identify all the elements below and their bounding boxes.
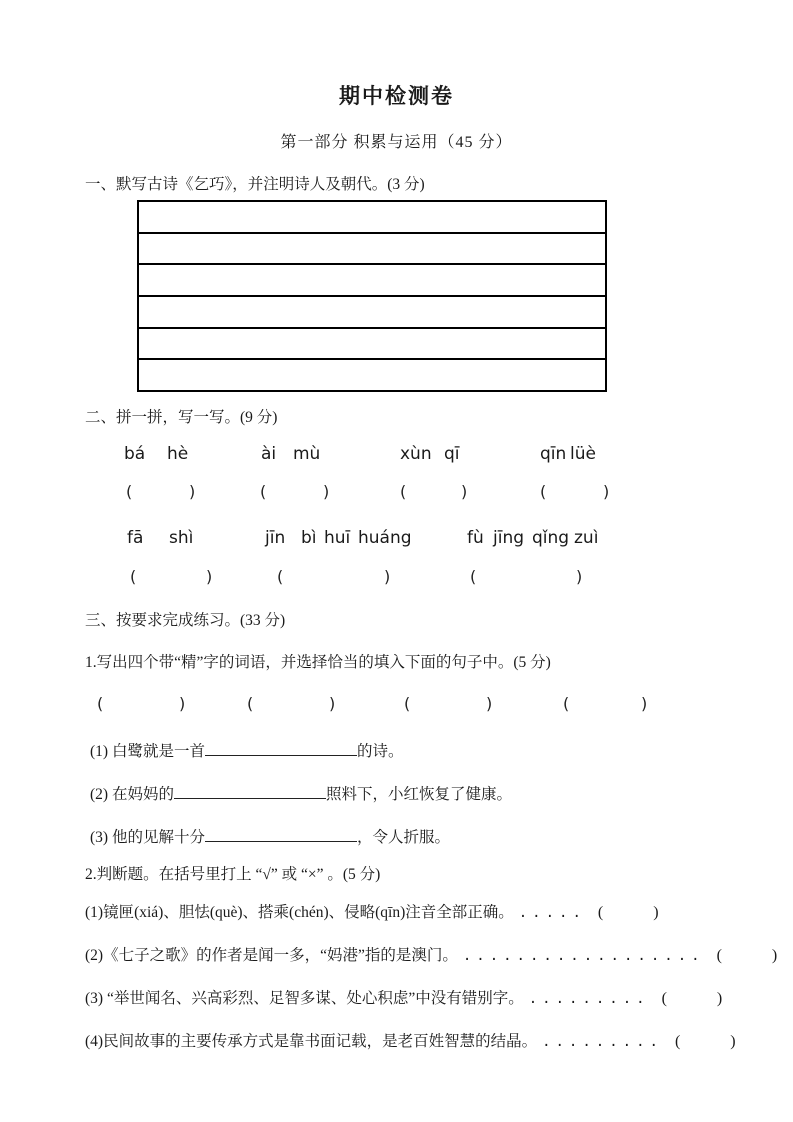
poem-answer-line (139, 360, 605, 390)
q1-prompt: 1.写出四个带“精”字的词语，并选择恰当的填入下面的句子中。(5 分) (85, 654, 551, 671)
fill-in-blank (205, 740, 357, 756)
close-paren: ) (189, 482, 196, 501)
page-title: 期中检测卷 (339, 84, 454, 108)
close-paren: ) (576, 567, 583, 586)
close-paren: ) (641, 694, 648, 713)
sentence-text-before: (3) 他的见解十分 (90, 829, 205, 846)
poem-answer-line (139, 329, 605, 361)
open-paren: ( (260, 482, 267, 501)
answer-paren-row-2 (0, 567, 793, 589)
pinyin-syllable: bì (301, 528, 317, 548)
q1-word-paren-row (0, 694, 793, 716)
q2-prompt: 2.判断题。在括号里打上 “√” 或 “×” 。(5 分) (85, 866, 381, 883)
open-paren: ( (126, 482, 133, 501)
pinyin-syllable: mù (293, 444, 321, 464)
answer-paren-row-1 (0, 482, 793, 504)
sentence-text-after: 的诗。 (356, 743, 404, 760)
fill-in-sentence-2 (90, 783, 512, 805)
judgment-text: (4)民间故事的主要传承方式是靠书面记载，是老百姓智慧的结晶。 (85, 1033, 538, 1050)
fill-in-sentence-3 (90, 826, 450, 848)
pinyin-syllable: ài (261, 444, 277, 464)
poem-answer-box (137, 200, 607, 392)
poem-answer-line (139, 202, 605, 234)
pinyin-syllable: qǐng (532, 528, 570, 548)
pinyin-syllable: lüè (570, 444, 596, 464)
pinyin-row-2 (0, 528, 793, 550)
pinyin-syllable: shì (169, 528, 194, 548)
close-paren: ) (179, 694, 186, 713)
fill-in-blank (205, 826, 357, 842)
open-paren: ( (470, 567, 477, 586)
sentence-text-before: (1) 白鹭就是一首 (90, 743, 205, 760)
dot-leader: ......... (528, 991, 650, 1007)
poem-answer-line (139, 234, 605, 266)
judgment-item-1 (85, 902, 659, 924)
close-paren: ) (771, 947, 778, 964)
pinyin-syllable: jīng (493, 528, 525, 548)
judgment-item-4 (85, 1031, 736, 1053)
close-paren: ) (384, 567, 391, 586)
open-paren: ( (404, 694, 411, 713)
judgment-item-2 (85, 945, 777, 967)
pinyin-syllable: xùn (400, 444, 432, 464)
judgment-item-3 (85, 988, 722, 1010)
section-two-heading: 二、拼一拼，写一写。(9 分) (85, 409, 278, 426)
open-paren: ( (716, 947, 722, 964)
close-paren: ) (716, 990, 723, 1007)
close-paren: ) (329, 694, 336, 713)
judgment-text: (1)镜匣(xiá)、胆怯(què)、搭乘(chén)、侵略(qīn)注音全部正确。 (85, 904, 514, 921)
pinyin-syllable: huáng (358, 528, 412, 548)
open-paren: ( (97, 694, 104, 713)
sentence-text-after: 照料下，小红恢复了健康。 (325, 786, 512, 803)
dot-leader: ......... (542, 1034, 663, 1050)
fill-in-blank (174, 783, 326, 799)
open-paren: ( (400, 482, 407, 501)
pinyin-syllable: fù (467, 528, 484, 548)
open-paren: ( (130, 567, 137, 586)
sentence-text-before: (2) 在妈妈的 (90, 786, 174, 803)
close-paren: ) (730, 1033, 736, 1050)
pinyin-syllable: qīn (540, 444, 567, 464)
pinyin-syllable: hè (167, 444, 189, 464)
sentence-text-after: ，令人折服。 (356, 829, 450, 846)
section-one-heading: 一、默写古诗《乞巧》，并注明诗人及朝代。(3 分) (85, 176, 425, 193)
poem-answer-line (139, 265, 605, 297)
pinyin-syllable: jīn (265, 528, 286, 548)
open-paren: ( (563, 694, 570, 713)
pinyin-syllable: huī (324, 528, 351, 548)
close-paren: ) (461, 482, 468, 501)
pinyin-syllable: qī (444, 444, 460, 464)
close-paren: ) (206, 567, 213, 586)
pinyin-syllable: fā (127, 528, 144, 548)
open-paren: ( (661, 990, 667, 1007)
open-paren: ( (597, 904, 604, 921)
dot-leader: .................. (462, 948, 705, 964)
dot-leader: ..... (518, 905, 586, 921)
close-paren: ) (323, 482, 330, 501)
open-paren: ( (674, 1033, 681, 1050)
open-paren: ( (540, 482, 547, 501)
poem-answer-line (139, 297, 605, 329)
pinyin-row-1 (0, 444, 793, 466)
fill-in-sentence-1 (90, 740, 403, 762)
close-paren: ) (653, 904, 659, 921)
pinyin-syllable: zuì (574, 528, 599, 548)
close-paren: ) (486, 694, 493, 713)
judgment-text: (3) “举世闻名、兴高彩烈、足智多谋、处心积虑”中没有错别字。 (85, 990, 524, 1007)
close-paren: ) (603, 482, 610, 501)
open-paren: ( (247, 694, 254, 713)
part-heading: 第一部分 积累与运用（45 分） (280, 134, 513, 151)
judgment-text: (2)《七子之歌》的作者是闻一多，“妈港”指的是澳门。 (85, 947, 458, 964)
section-three-heading: 三、按要求完成练习。(33 分) (85, 612, 286, 629)
pinyin-syllable: bá (124, 444, 146, 464)
open-paren: ( (277, 567, 284, 586)
